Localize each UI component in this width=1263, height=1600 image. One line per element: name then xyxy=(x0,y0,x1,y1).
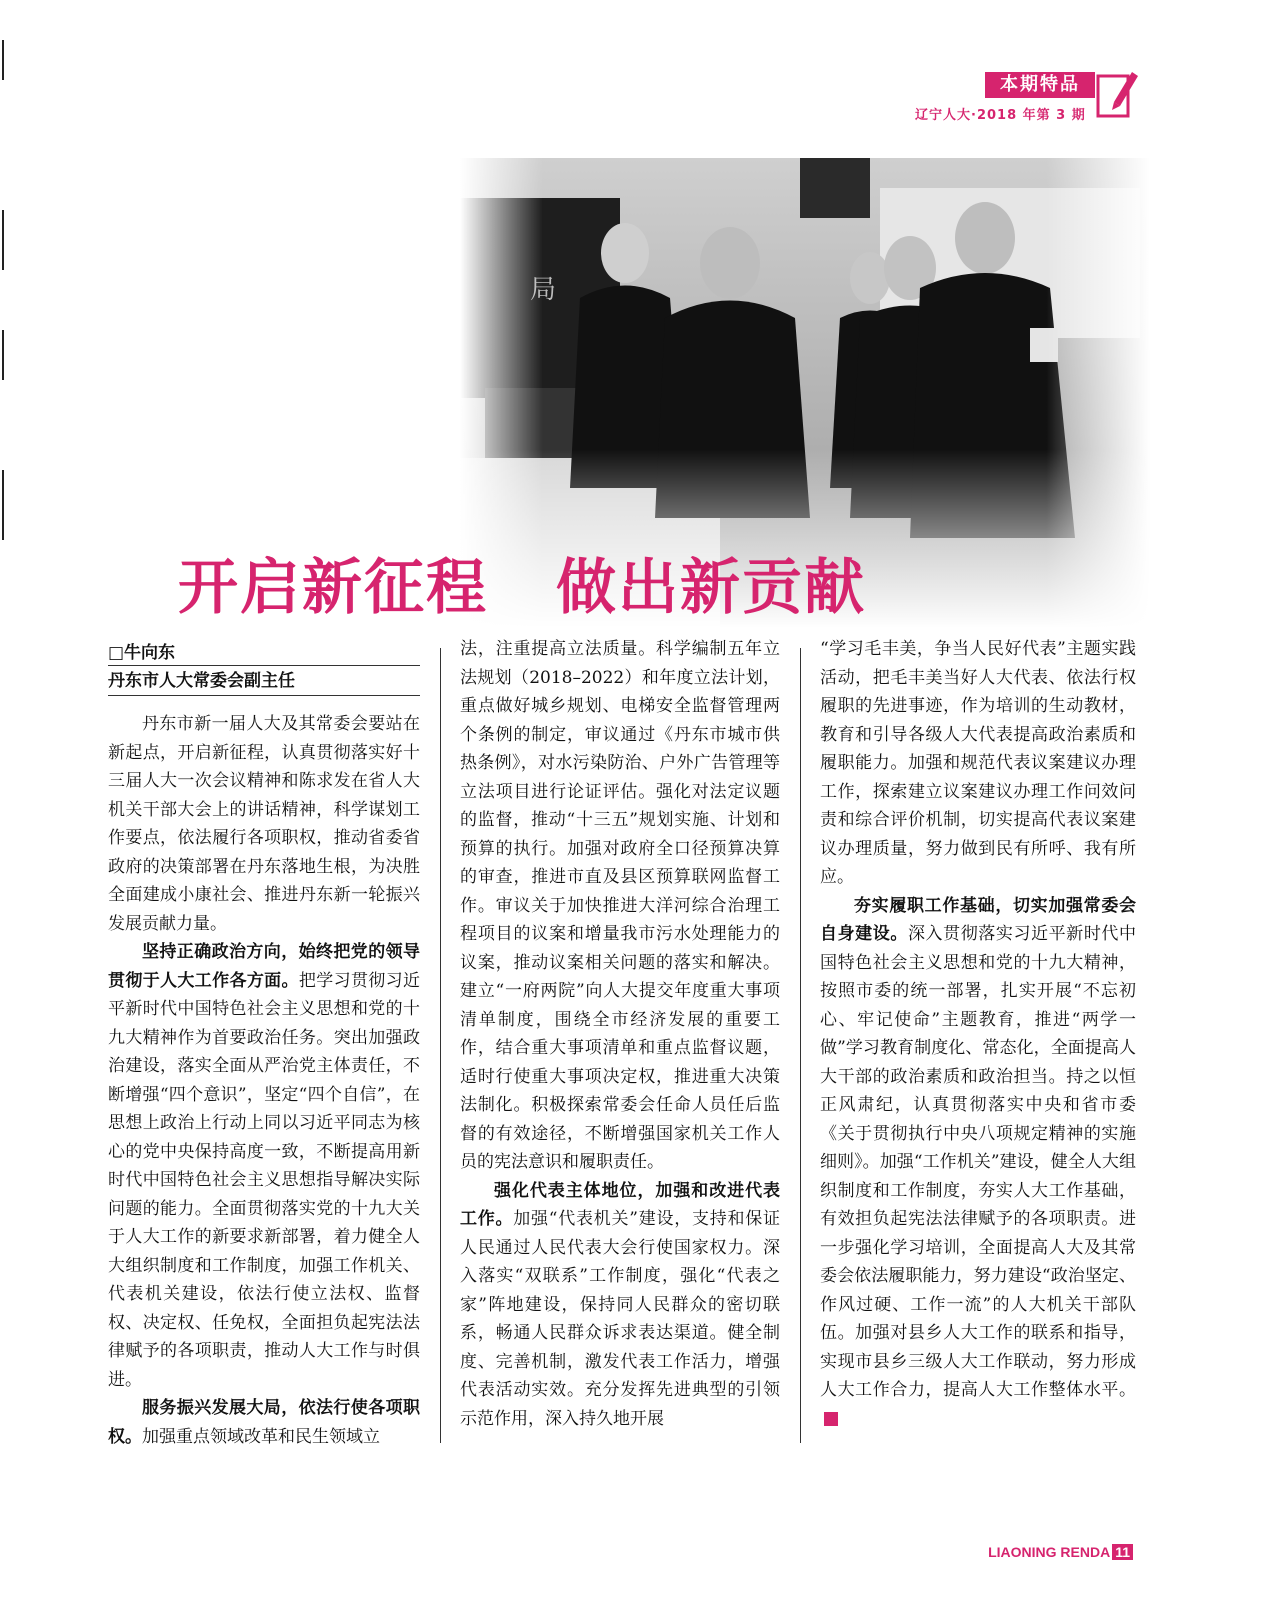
byline-rule-top xyxy=(108,665,420,666)
author-name: □牛向东 xyxy=(108,643,176,663)
paragraph-heading: 强化代表主体地位，加强和改进代表工作。 xyxy=(460,1180,780,1229)
paragraph-body: 深入贯彻落实习近平新时代中国特色社会主义思想和党的十九大精神，按照市委的统一部署，扎实开展“不忘初心、牢记使命”主题教育，推进“两学一做”学习教育制度化、常态化，全面提高人大干部的政治素质和政治担当。持之以恒正风肃纪，认真贯彻落实中央和省市委《关于贯彻执行中央八项规定精神的实施细则》。加强“工作机关”建设，健全人大组织制度和工作制度，夯实人大工作基础，有效担负起宪法法律赋予的各项职责。进一步强化学习培训，全面提高人大及其常委会依法履职能力，努力建设“政治坚定、作风过硬、工作一流”的人大机关干部队伍。加强对县乡人大工作的联系和指导，实现市县乡三级人大工作联动，努力形成人大工作合力，提高人大工作整体水平。 xyxy=(820,924,1137,1400)
article-column-2 xyxy=(460,635,780,1433)
paragraph-heading: 坚持正确政治方向，始终把党的领导贯彻于人大工作各方面。 xyxy=(108,942,420,991)
article-column-1 xyxy=(108,710,420,1451)
paragraph-heading: 服务振兴发展大局，依法行使各项职权。 xyxy=(108,1398,420,1447)
byline xyxy=(108,641,420,693)
title-part-1: 开启新征程 xyxy=(178,553,488,623)
title-part-2: 做出新贡献 xyxy=(556,553,866,623)
paragraph-body: 把学习贯彻习近平新时代中国特色社会主义思想和党的十九大精神作为首要政治任务。突出加强政治建设，落实全面从严治党主体责任，不断增强“四个意识”，坚定“四个自信”，在思想上政治上行动上同以习近平同志为核心的党中央保持高度一致，不断提高用新时代中国特色社会主义思想指导解决实际问题的能力。全面贯彻落实党的十九大关于人大工作的新要求新部署，着力健全人大组织制度和工作制度，加强工作机关、代表机关建设，依法行使立法权、监督权、决定权、任免权，全面担负起宪法法律赋予的各项职责，推动人大工作与时俱进。 xyxy=(108,970,421,1390)
paragraph: “学习毛丰美，争当人民好代表”主题实践活动，把毛丰美当好人大代表、依法行权履职的先进事迹，作为培训的生动教材，教育和引导各级人大代表提高政治素质和履职能力。加强和规范代表议案建议办理工作，探索建立议案建议办理工作问效问责和综合评价机制，切实提高代表议案建议办理质量，努力做到民有所呼、我有所应。 xyxy=(820,639,1136,887)
paragraph xyxy=(820,892,1136,1434)
column-divider xyxy=(440,648,441,1443)
paragraph: 法，注重提高立法质量。科学编制五年立法规划（2018–2022）和年度立法计划，重点做好城乡规划、电梯安全监督管理两个条例的制定，审议通过《丹东市城市供热条例》，对水污染防治、户外广告管理等立法项目进行论证评估。强化对法定议题的监督，推动“十三五”规划实施、计划和预算的执行。加强对政府全口径预算决算的审查，推进市直及县区预算联网监督工作。审议关于加快推进大洋河综合治理工程项目的议案和增量我市污水处理能力的议案，推动议案相关问题的落实和解决。建立“一府两院”向人大提交年度重大事项清单制度，围绕全市经济发展的重要工作，结合重大事项清单和重点监督议题，适时行使重大事项决定权，推进重大决策法制化。积极探索常委会任命人员任后监督的有效途径，不断增强国家机关工作人员的宪法意识和履职责任。 xyxy=(460,639,780,1172)
pencil-icon xyxy=(1094,66,1140,122)
page-number: 11 xyxy=(1112,1544,1133,1560)
byline-rule-bottom xyxy=(108,695,420,696)
paragraph-body: 加强“代表机关”建设，支持和保证人民通过人民代表大会行使国家权力。深入落实“双联系”工作制度，强化“代表之家”阵地建设，保持同人民群众的密切联系，畅通人民群众诉求表达渠道。健全制度、完善机制，激发代表工作活力，增强代表活动实效。充分发挥先进典型的引领示范作用，深入持久地开展 xyxy=(460,1209,781,1429)
page-footer xyxy=(988,1544,1133,1560)
paragraph-heading: 夯实履职工作基础，切实加强常委会自身建设。 xyxy=(820,895,1136,944)
magazine-name: LIAONING RENDA xyxy=(988,1544,1111,1560)
binding-edge-lines xyxy=(0,0,14,700)
column-divider xyxy=(800,648,801,1443)
article-title xyxy=(178,540,866,626)
paragraph xyxy=(108,938,420,1394)
section-tag: 本期特品 xyxy=(985,72,1095,98)
article-column-3 xyxy=(820,635,1136,1433)
paragraph: 丹东市新一届人大及其常委会要站在新起点，开启新征程，认真贯彻落实好十三届人大一次会议精神和陈求发在省人大机关干部大会上的讲话精神，科学谋划工作要点，依法履行各项职权，推动省委省政府的决策部署在丹东落地生根，为决胜全面建成小康社会、推进丹东新一轮振兴发展贡献力量。 xyxy=(108,714,420,934)
paragraph xyxy=(108,1394,420,1451)
issue-info: 辽宁人大·2018 年第 3 期 xyxy=(915,108,1086,123)
end-mark-icon xyxy=(824,1412,838,1426)
paragraph-body: 加强重点领域改革和民生领域立 xyxy=(142,1426,380,1447)
paragraph xyxy=(460,1177,780,1434)
author-role: 丹东市人大常委会副主任 xyxy=(108,671,295,691)
